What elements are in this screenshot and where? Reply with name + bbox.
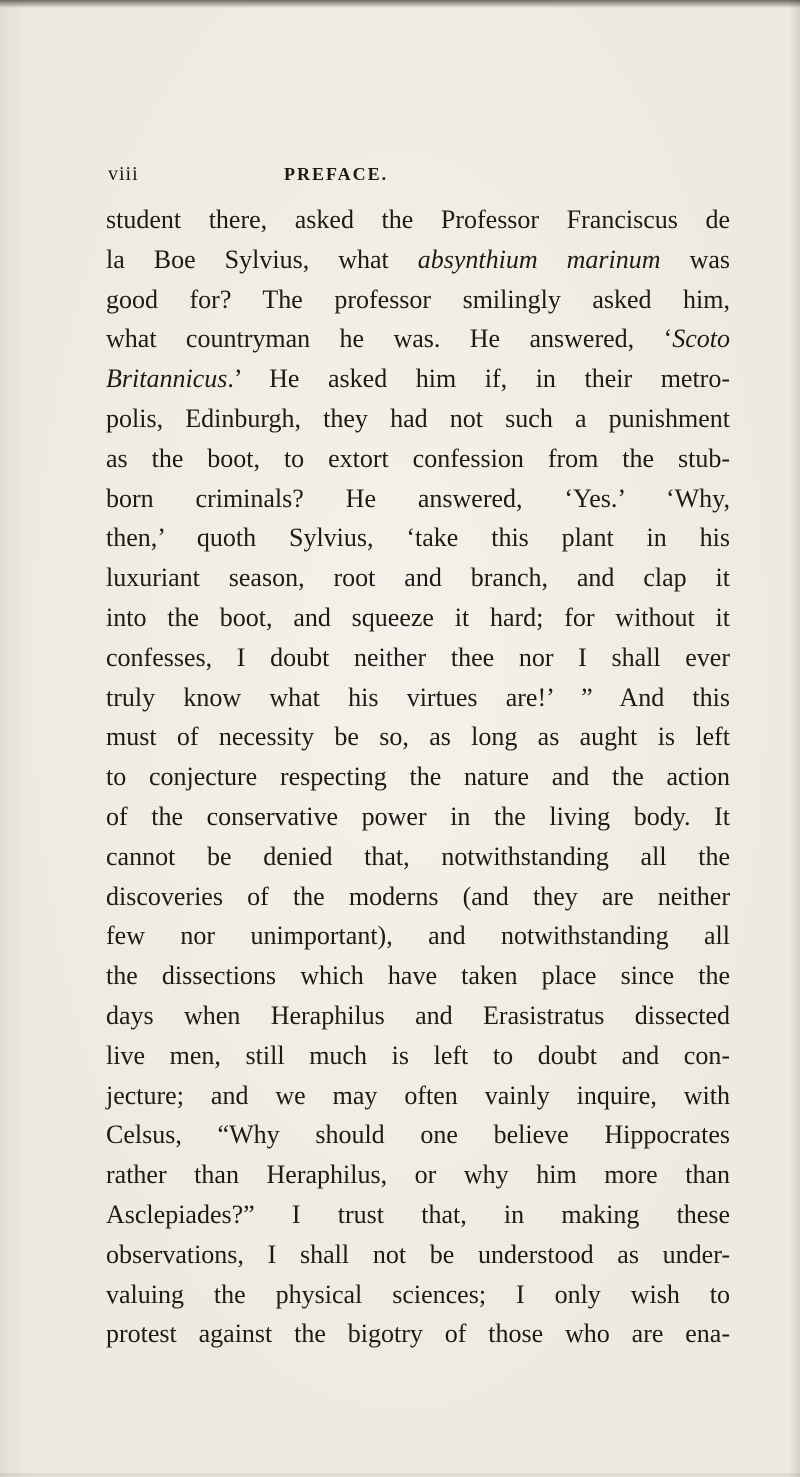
text-line (106, 678, 730, 718)
text-line (106, 877, 730, 917)
text-segment: student there, asked the Professor Franciscus de (106, 205, 730, 234)
page-number: viii (108, 163, 139, 185)
text-segment: Celsus, “Why should one believe Hippocrates (106, 1120, 730, 1150)
text-line (106, 638, 730, 678)
running-head: PREFACE. (284, 164, 389, 184)
text-line (106, 439, 730, 479)
text-line (106, 280, 730, 320)
text-segment: of the conservative power in the living body. It (106, 801, 730, 831)
text-line (106, 240, 730, 280)
italic-text: Britannicus (106, 364, 228, 394)
text-line (106, 1155, 730, 1195)
text-segment: luxuriant season, root and branch, and clap it (106, 563, 730, 593)
text-line (106, 319, 730, 359)
text-segment: cannot be denied that, notwithstanding all the (106, 841, 730, 871)
text-line (106, 717, 730, 757)
text-segment: into the boot, and squeeze it hard; for without it (106, 602, 730, 632)
text-segment: jecture; and we may often vainly inquire, with (106, 1080, 730, 1110)
text-segment: confesses, I doubt neither thee nor I shall ever (106, 642, 730, 672)
text-line (106, 1076, 730, 1116)
italic-text: Scoto (672, 324, 730, 354)
text-segment: truly know what his virtues are!’ ” And this (106, 682, 730, 712)
text-line (106, 1235, 730, 1275)
text-segment: days when Heraphilus and Erasistratus dissected (106, 1000, 730, 1030)
text-segment: Asclepiades?” I trust that, in making these (106, 1199, 730, 1229)
page-right-edge (788, 0, 800, 1477)
text-segment: valuing the physical sciences; I only wish to (106, 1279, 730, 1309)
text-line (106, 757, 730, 797)
italic-text: absynthium marinum (417, 244, 661, 274)
text-segment: what countryman he was. He answered, ‘ (106, 324, 673, 354)
text-line (106, 399, 730, 439)
text-segment: polis, Edinburgh, they had not such a punishment (106, 403, 730, 433)
text-segment: as the boot, to extort confession from the stub- (106, 443, 730, 473)
text-segment: discoveries of the moderns (and they are neither (106, 881, 730, 911)
text-line (106, 1195, 730, 1235)
text-segment: protest against the bigotry of those who are ena- (106, 1319, 730, 1349)
text-line (106, 1115, 730, 1155)
text-segment: then,’ quoth Sylvius, ‘take this plant in his (106, 523, 730, 553)
text-line (106, 996, 730, 1036)
text-line (106, 837, 730, 877)
text-segment: to conjecture respecting the nature and the action (106, 762, 730, 792)
text-line (106, 518, 730, 558)
text-line (106, 598, 730, 638)
text-line (106, 956, 730, 996)
text-segment: born criminals? He answered, ‘Yes.’ ‘Why, (106, 483, 730, 513)
text-line (106, 1275, 730, 1315)
text-segment: few nor unimportant), and notwithstanding all (106, 921, 730, 951)
text-line (106, 359, 730, 399)
body-text (106, 200, 730, 1354)
text-segment: la Boe Sylvius, what (106, 244, 418, 274)
page-header (108, 163, 728, 191)
text-segment: live men, still much is left to doubt and con- (106, 1040, 730, 1070)
text-segment: was (660, 244, 731, 274)
text-segment: must of necessity be so, as long as aught is left (106, 722, 730, 752)
text-segment: .’ He asked him if, in their metro- (227, 364, 730, 394)
text-segment: the dissections which have taken place since the (106, 961, 730, 991)
text-segment: good for? The professor smilingly asked him, (106, 284, 730, 314)
text-line (106, 200, 730, 240)
page-top-edge (0, 0, 800, 8)
text-line (106, 479, 730, 519)
text-line (106, 558, 730, 598)
text-segment: observations, I shall not be understood as under- (106, 1239, 730, 1269)
text-segment: rather than Heraphilus, or why him more than (106, 1160, 730, 1190)
page-bottom-edge (0, 1473, 800, 1477)
text-line (106, 1314, 730, 1354)
text-line (106, 916, 730, 956)
text-line (106, 1036, 730, 1076)
text-line (106, 797, 730, 837)
